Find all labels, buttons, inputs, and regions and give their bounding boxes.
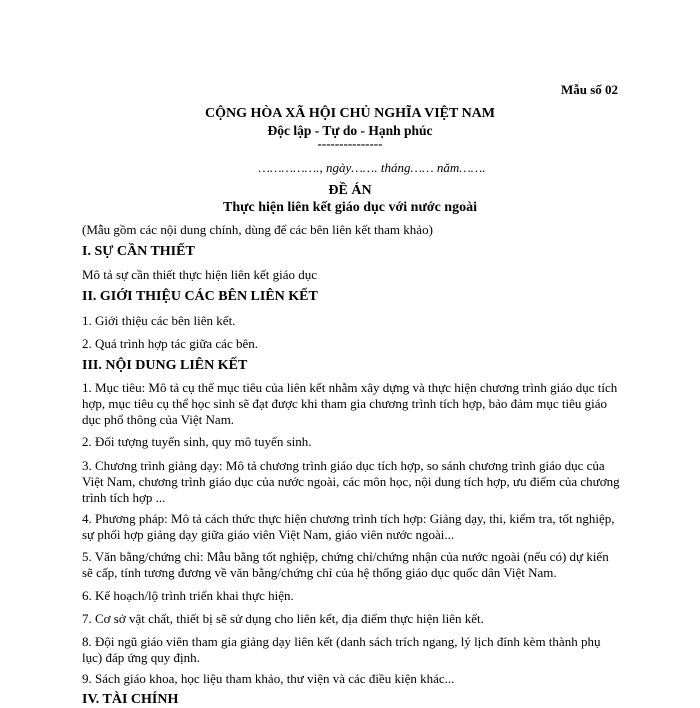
paragraph: 6. Kế hoạch/lộ trình triển khai thực hiện.	[82, 588, 294, 603]
paragraph: 2. Quá trình hợp tác giữa các bên.	[82, 336, 258, 351]
paragraph: 4. Phương pháp: Mô tả cách thức thực hiện chương trình tích hợp: Giảng dạy, thi, kiểm tra, tốt nghiệp, sự phối hợp giảng dạy giữa giáo viên Việt Nam, giáo viên nước ngoài...	[82, 511, 615, 542]
section-heading-1: I. SỰ CẦN THIẾT	[82, 244, 195, 259]
paragraph: Mô tả sự cần thiết thực hiện liên kết giáo dục	[82, 267, 318, 282]
section-heading-4: IV. TÀI CHÍNH	[82, 692, 179, 707]
paragraph: 1. Giới thiệu các bên liên kết.	[82, 313, 236, 328]
header-separator: ---------------	[317, 136, 383, 151]
paragraph: 3. Chương trình giảng dạy: Mô tả chương trình giáo dục tích hợp, so sánh chương trình giáo dục của Việt Nam, chương trình giáo dục của nước ngoài, các môn học, nội dung tích hợp, ưu điểm của chương trình tích hợp ...	[82, 458, 620, 505]
template-note: (Mẫu gồm các nội dung chính, dùng để các bên liên kết tham khảo)	[82, 222, 433, 237]
section-heading-2: II. GIỚI THIỆU CÁC BÊN LIÊN KẾT	[82, 289, 318, 304]
form-number: Mẫu số 02	[560, 82, 618, 97]
paragraph: 8. Đội ngũ giáo viên tham gia giảng dạy liên kết (danh sách trích ngang, lý lịch đính kèm thành phụ lục) đáp ứng quy định.	[82, 634, 601, 665]
paragraph: 2. Đối tượng tuyển sinh, quy mô tuyển sinh.	[82, 434, 312, 449]
section-heading-3: III. NỘI DUNG LIÊN KẾT	[82, 358, 248, 373]
date-line: ……………., ngày……. tháng…… năm…….	[258, 160, 486, 175]
paragraph: 5. Văn bằng/chứng chỉ: Mẫu bằng tốt nghiệp, chứng chỉ/chứng nhận của nước ngoài (nếu có) dự kiến sẽ cấp, tính tương đương về văn bằng/chứng chỉ của hệ thống giáo dục quốc dân Việt Nam.	[82, 549, 609, 580]
paragraph: 1. Mục tiêu: Mô tả cụ thể mục tiêu của liên kết nhằm xây dựng và thực hiện chương trình giáo dục tích hợp, mục tiêu cụ thể học sinh sẽ đạt được khi tham gia chương trình tích hợp, bảo đảm mục tiêu giáo dục phổ thông của Việt Nam.	[82, 380, 618, 427]
document-subtitle: Thực hiện liên kết giáo dục với nước ngoài	[222, 200, 477, 215]
national-motto: Độc lập - Tự do - Hạnh phúc	[267, 123, 433, 138]
paragraph: 7. Cơ sở vật chất, thiết bị sẽ sử dụng cho liên kết, địa điểm thực hiện liên kết.	[82, 611, 484, 626]
paragraph: 9. Sách giáo khoa, học liệu tham khảo, thư viện và các điều kiện khác...	[82, 671, 455, 686]
document-title: ĐỀ ÁN	[328, 183, 372, 198]
nation-title: CỘNG HÒA XÃ HỘI CHỦ NGHĨA VIỆT NAM	[204, 106, 495, 121]
